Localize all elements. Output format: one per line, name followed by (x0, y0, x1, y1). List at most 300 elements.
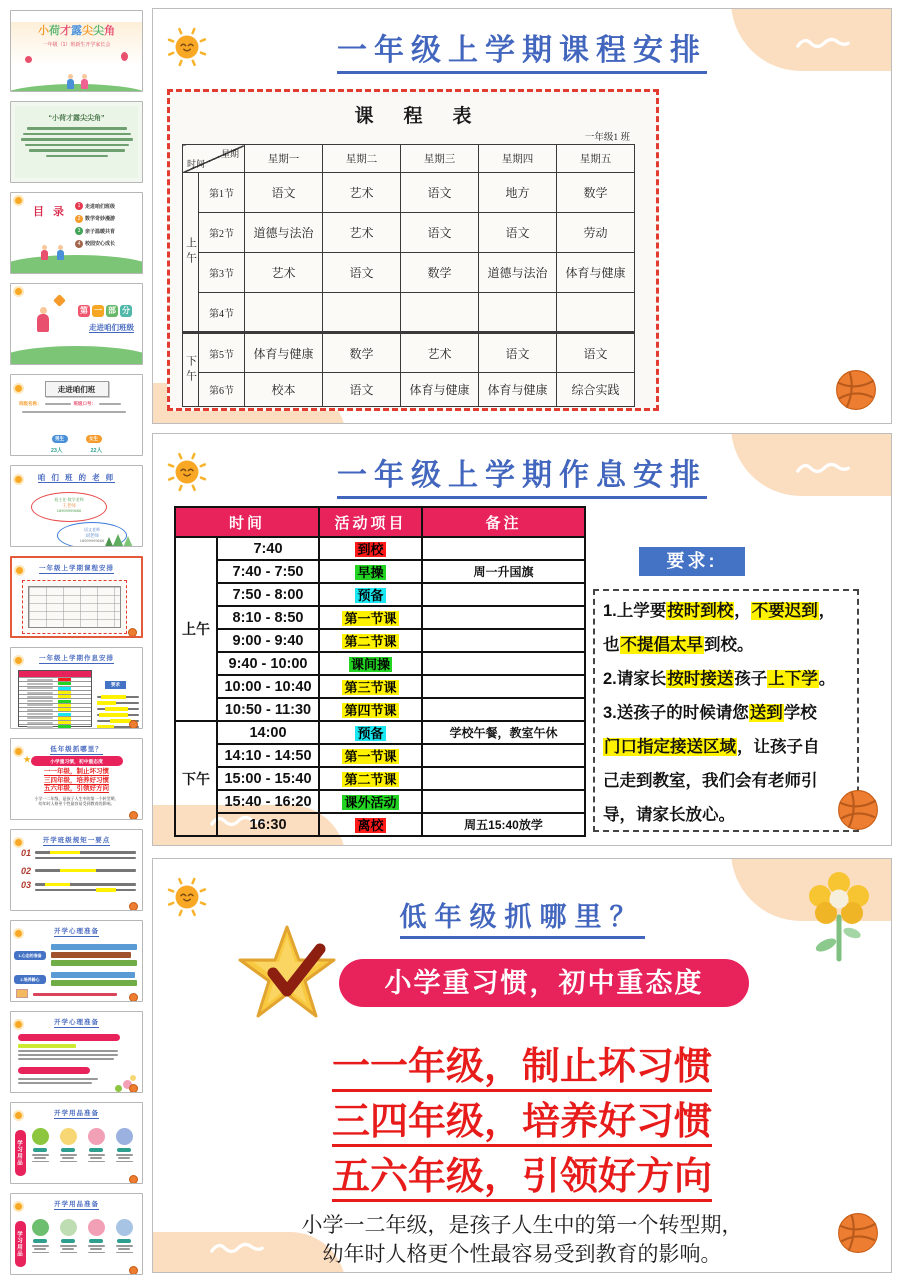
hl-y: 按时到校 (667, 602, 734, 620)
grade-advice-line (153, 1035, 891, 1090)
course-table (182, 144, 635, 407)
activity-cell (319, 675, 422, 698)
span: 第 (80, 306, 88, 315)
activity-cell (319, 583, 422, 606)
time-cell: 7:40 (217, 537, 319, 560)
y (60, 869, 95, 873)
span: 尖 (93, 25, 104, 37)
span: 三四年级，培养好习惯 (44, 776, 109, 784)
th-circ (32, 1128, 49, 1145)
span: 五六年级，引领好方向 (332, 1156, 712, 1202)
span: 露 (71, 25, 82, 37)
activity-cell (319, 698, 422, 721)
requirements-header: 要求: (639, 547, 745, 576)
period-label: 第2节 (199, 213, 245, 253)
th-line (19, 401, 142, 407)
subject-cell: 语文 (323, 373, 401, 407)
slide-thumbnail-14[interactable] (10, 1193, 143, 1275)
subject-cell: 数学 (401, 253, 479, 293)
span: 导，请家长放心。 (603, 806, 735, 824)
time-cell: 7:50 - 8:00 (217, 583, 319, 606)
subject-cell: 艺术 (323, 213, 401, 253)
span: 开学心理准备 (54, 928, 99, 935)
requirement-line (603, 764, 849, 798)
th-ibar (32, 1154, 49, 1156)
ellipse (814, 936, 838, 954)
subject-cell (557, 293, 635, 333)
slide-thumbnail-3[interactable] (10, 192, 143, 274)
slide-thumbnail-panel[interactable] (0, 0, 150, 1286)
tr (175, 813, 585, 836)
th-rbar (97, 714, 139, 717)
slide-thumbnail-9[interactable] (10, 738, 143, 820)
course-table-scan (167, 89, 659, 411)
th-gbar (18, 1058, 114, 1060)
corner-week-label: 星期 (220, 149, 239, 159)
slide-thumbnail-12[interactable] (10, 1011, 143, 1093)
tb2: 18999999666 (56, 508, 82, 513)
period-label: 第1节 (199, 173, 245, 213)
requirement-line (603, 594, 849, 628)
svg (237, 923, 337, 1023)
requirement-line (603, 696, 849, 730)
note-cell (422, 790, 585, 813)
subject-cell (245, 293, 323, 333)
toc-item: 亲子温暖共育 (85, 228, 116, 235)
th-chip (58, 725, 71, 728)
subject-cell: 地方 (479, 173, 557, 213)
span: 己走到教室，我们会有老师引 (603, 772, 818, 790)
span (115, 1085, 122, 1092)
th-sun (15, 657, 22, 664)
tb1: 王老师 (62, 502, 76, 508)
note-cell (422, 606, 585, 629)
note-cell: 周五15:40放学 (422, 813, 585, 836)
span: 1.上学要 (603, 602, 667, 620)
th-ball (129, 1266, 138, 1275)
tr (175, 721, 585, 744)
th-sun (15, 288, 22, 295)
subject-cell: 语文 (323, 253, 401, 293)
span: 开学用品准备 (54, 1110, 99, 1117)
th-sun (15, 748, 22, 755)
psy-pill: 1.心态的准备 (14, 951, 46, 960)
th-item (58, 1219, 78, 1253)
body (183, 293, 635, 333)
th-ibar (62, 1157, 74, 1159)
activity-highlight: 预备 (357, 726, 384, 741)
tr (175, 698, 585, 721)
activity-cell (319, 790, 422, 813)
toc-item: 数学奇妙漫游 (85, 216, 116, 222)
th-circ (60, 1219, 77, 1236)
span: 学校 (783, 704, 817, 722)
thumb-subtitle: 一年级（1）班新生开学家长会 (42, 42, 111, 48)
slide-thumbnail-10[interactable] (10, 829, 143, 911)
th-rbar (35, 883, 136, 886)
y (105, 707, 128, 711)
span: 低年级抓哪里？ (50, 746, 103, 753)
circle (839, 1214, 878, 1253)
slide-daily-schedule[interactable] (152, 433, 892, 846)
activity-highlight: 第四节课 (344, 703, 397, 718)
th-sun (15, 476, 22, 483)
i: 2 (75, 215, 83, 223)
note-cell (422, 767, 585, 790)
y (99, 713, 128, 717)
bar (22, 411, 126, 413)
thumb-part-label (76, 300, 132, 318)
b: 班级名称： (19, 401, 42, 406)
activity-highlight: 课间操 (350, 657, 390, 672)
th-ibar (116, 1245, 133, 1247)
rect (178, 878, 183, 885)
point-number: 01 (21, 848, 32, 858)
th-ibar (60, 1252, 77, 1254)
th-pt-row (21, 849, 136, 862)
th-sun (15, 1021, 22, 1028)
body (183, 333, 635, 373)
activity-highlight: 第一节课 (344, 611, 397, 626)
th-ibar (32, 1245, 49, 1247)
th-time (27, 687, 53, 689)
body (183, 373, 635, 407)
slide-thumbnail-7[interactable] (10, 556, 143, 638)
th-time (27, 679, 53, 681)
morning-label: 上午 (183, 173, 199, 333)
col-header-note: 备注 (422, 507, 585, 537)
slide-course-schedule[interactable] (152, 8, 892, 424)
activity-cell (319, 652, 422, 675)
bar (99, 403, 121, 405)
hl-y: 按时接送 (667, 670, 734, 688)
th-tag (33, 1148, 47, 1153)
th-sup (11, 1199, 142, 1275)
grade-advice-lines (153, 1035, 891, 1200)
th-tag (33, 1239, 47, 1244)
svg (837, 1212, 879, 1254)
period-label: 第5节 (199, 333, 245, 373)
span: ， (734, 602, 751, 620)
th-time (27, 709, 53, 711)
span: 开学心理准备 (54, 1019, 99, 1026)
th-balloon (121, 52, 128, 61)
body-line: 小学一二年级，是孩子人生中的第一个转型期， (301, 1214, 743, 1237)
thumb-title: 走进咱们班 (45, 381, 109, 397)
span: 一年级上学期作息安排 (39, 655, 114, 662)
slide1-title (153, 25, 891, 69)
th-pbar (51, 972, 135, 978)
th-rbar (35, 851, 136, 854)
th-toc-items (75, 202, 137, 252)
y (110, 719, 131, 723)
th-time (27, 726, 53, 728)
slide-thumbnail-11[interactable] (10, 920, 143, 1002)
span: 三四年级，培养好习惯 (332, 1101, 712, 1147)
th-cover (11, 22, 142, 92)
i: 4 (75, 240, 83, 248)
span: 孩子 (734, 670, 768, 688)
th-item (30, 1219, 50, 1253)
subject-cell (479, 293, 557, 333)
thumb-body: 小学一二年级，是孩子人生中的第一个转型期， 幼年时人格更个性最容易受到教育的影响。 (34, 795, 119, 806)
th-pts (11, 835, 142, 911)
th-ibar (90, 1157, 102, 1159)
subject-cell: 语文 (401, 173, 479, 213)
th-tt (18, 670, 92, 727)
thumb-title (12, 563, 141, 572)
th-circ (116, 1219, 133, 1236)
bar (45, 403, 71, 405)
th-pt-row (21, 881, 136, 894)
span: 走进咱们班级 (89, 323, 134, 332)
slide3-body-text (153, 1211, 891, 1269)
slide-thumbnail-5[interactable] (10, 374, 143, 456)
basketball-icon (835, 369, 877, 411)
col-header-activity: 活动项目 (319, 507, 422, 537)
activity-cell (319, 813, 422, 836)
th-star: ★ (23, 755, 31, 764)
day-header: 星期二 (323, 145, 401, 173)
th-gbar (18, 1078, 98, 1080)
activity-cell (319, 629, 422, 652)
span: 尖 (82, 25, 93, 37)
th-qbar (21, 138, 133, 141)
activity-highlight: 课外活动 (344, 795, 397, 810)
period-label: 第6节 (199, 373, 245, 407)
th-ibar (60, 1161, 77, 1163)
th-chip (58, 687, 71, 690)
subject-cell (323, 293, 401, 333)
psy-pill: 2.培养静心 (14, 975, 46, 984)
day-header: 星期五 (557, 145, 635, 173)
th-chip (58, 678, 71, 681)
time-cell: 14:00 (217, 721, 319, 744)
y (97, 701, 116, 705)
span: 一 (94, 306, 102, 315)
subject-cell: 数学 (323, 333, 401, 373)
th-time (27, 683, 53, 685)
body (183, 253, 635, 293)
corner-time-label: 时间 (187, 159, 206, 169)
th-circ (116, 1128, 133, 1145)
span: 部 (108, 306, 116, 315)
thumb-title (11, 22, 142, 38)
th-time (27, 717, 53, 719)
subject-cell: 艺术 (401, 333, 479, 373)
tr (175, 767, 585, 790)
th-kid (81, 79, 88, 89)
hl-y: 不提倡太早 (620, 636, 703, 654)
th-ibar (118, 1248, 130, 1250)
subject-cell: 体育与健康 (479, 373, 557, 407)
th-hill (10, 255, 143, 274)
slide-thumbnail-2[interactable] (10, 101, 143, 183)
th-rbar (35, 889, 136, 892)
slide-thumbnail-6[interactable] (10, 465, 143, 547)
th-grid (28, 586, 121, 628)
th-pt-bars (35, 849, 136, 862)
subject-cell: 语文 (557, 333, 635, 373)
hl-y: 门口指定接送区域 (604, 738, 736, 756)
thumb-title (11, 835, 142, 844)
i: 1 (75, 202, 83, 210)
subject-cell: 综合实践 (557, 373, 635, 407)
th-scan (22, 580, 127, 634)
th-kid (41, 250, 48, 260)
th-hill (10, 346, 143, 365)
thumb-title (11, 744, 142, 753)
hl-y: 上下学 (768, 670, 818, 688)
note-cell (422, 675, 585, 698)
th-item (30, 1128, 50, 1162)
th-qbar (29, 149, 125, 152)
tr (175, 744, 585, 767)
hdr (183, 145, 635, 173)
th-kite (53, 294, 66, 307)
th-sun (15, 839, 22, 846)
time-cell: 7:40 - 7:50 (217, 560, 319, 583)
activity-highlight: 预备 (357, 588, 384, 603)
slide-thumbnail-8[interactable] (10, 647, 143, 729)
activity-cell (319, 606, 422, 629)
th-lolli (25, 56, 32, 63)
th-chip (58, 695, 71, 698)
note-cell (422, 652, 585, 675)
th-ibar (116, 1252, 133, 1254)
th-pbar (51, 952, 131, 958)
requirement-line (603, 730, 849, 764)
span: 荷 (49, 25, 60, 37)
time-cell: 8:10 - 8:50 (217, 606, 319, 629)
activity-highlight: 第一节课 (344, 749, 397, 764)
th-rbar (97, 708, 139, 711)
boys-count: 23人 (50, 448, 63, 454)
th-toc-item (75, 215, 137, 223)
tr (175, 537, 585, 560)
grade-advice-line (153, 1145, 891, 1200)
subject-cell: 道德与法治 (245, 213, 323, 253)
tr (175, 652, 585, 675)
basketball-icon (837, 1212, 879, 1254)
rect (191, 877, 196, 884)
tb2: 18999999666 (79, 538, 105, 543)
point-number: 02 (21, 866, 32, 876)
subject-cell: 数学 (557, 173, 635, 213)
supplies-side-label: 学习用品 (15, 1130, 26, 1176)
th-time (27, 713, 53, 715)
th-counts (11, 439, 142, 456)
th-pt-bars (35, 881, 136, 894)
hl-y: 不要迟到 (751, 602, 818, 620)
subject-cell: 校本 (245, 373, 323, 407)
note-cell: 学校午餐，教室午休 (422, 721, 585, 744)
span: 一年级上学期作息安排 (337, 459, 707, 499)
th-ibar (116, 1154, 133, 1156)
i: 3 (75, 227, 83, 235)
subject-cell: 体育与健康 (401, 373, 479, 407)
time-cell: 15:40 - 16:20 (217, 790, 319, 813)
th-ibar (32, 1252, 49, 1254)
class-label: 一年级1 班 (585, 129, 630, 145)
slide-thumbnail-13[interactable] (10, 1102, 143, 1184)
th-tag (89, 1148, 103, 1153)
slide-focus-lower-grades[interactable] (152, 858, 892, 1273)
b: 班级口号： (73, 401, 96, 406)
th-toc (11, 193, 142, 273)
activity-highlight: 第二节课 (344, 772, 397, 787)
col-header-time: 时间 (175, 507, 319, 537)
daily-timetable (174, 506, 586, 837)
th-sun (16, 567, 23, 574)
grade-advice-line (153, 1090, 891, 1145)
th-m1 (12, 563, 141, 638)
th-tree (103, 537, 115, 547)
th-part (11, 284, 142, 364)
activity-highlight: 到校 (357, 542, 384, 557)
thumb-subtitle (89, 322, 134, 333)
th-item (86, 1219, 106, 1253)
th-ibar (34, 1157, 46, 1159)
span (130, 1075, 136, 1081)
th-chip (58, 704, 71, 707)
requirement-line (603, 798, 849, 832)
tr (175, 507, 585, 537)
th-item (86, 1128, 106, 1162)
star-check-icon (237, 923, 337, 1023)
subject-cell: 语文 (245, 173, 323, 213)
day-header: 星期一 (245, 145, 323, 173)
requirement-line (603, 662, 849, 696)
th-gbar (18, 1050, 118, 1052)
day-header: 星期三 (401, 145, 479, 173)
note-cell: 周一升国旗 (422, 560, 585, 583)
th-time (27, 692, 53, 694)
th-chip (58, 691, 71, 694)
activity-cell (319, 537, 422, 560)
y (101, 695, 126, 699)
tbody (175, 507, 585, 836)
time-cell: 15:00 - 15:40 (217, 767, 319, 790)
span: 开学用品准备 (54, 1201, 99, 1208)
subject-cell: 艺术 (245, 253, 323, 293)
th-chip (58, 721, 71, 724)
th-psy1 (11, 926, 142, 1002)
th-ibar (118, 1157, 130, 1159)
th-chip (58, 682, 71, 685)
th-ibar (88, 1252, 105, 1254)
thumb-title (11, 653, 142, 662)
slide-thumbnail-1[interactable] (10, 10, 143, 92)
thumb-title (11, 1017, 142, 1026)
th-line (19, 411, 142, 413)
th-m2 (11, 653, 142, 729)
thumb-title (11, 1108, 142, 1117)
span: 一年级上学期课程安排 (39, 565, 114, 572)
th-ball (129, 1084, 138, 1093)
th-ibar (32, 1161, 49, 1163)
svg (837, 789, 879, 831)
th-kid (57, 250, 64, 260)
th-book (16, 989, 28, 998)
th-crimbar (18, 1034, 120, 1041)
slide-thumbnail-4[interactable] (10, 283, 143, 365)
th-crimbar (18, 1067, 90, 1074)
th-item (58, 1128, 78, 1162)
activity-highlight: 第二节课 (344, 634, 397, 649)
th-ibar (88, 1245, 105, 1247)
th-chip (58, 708, 71, 711)
